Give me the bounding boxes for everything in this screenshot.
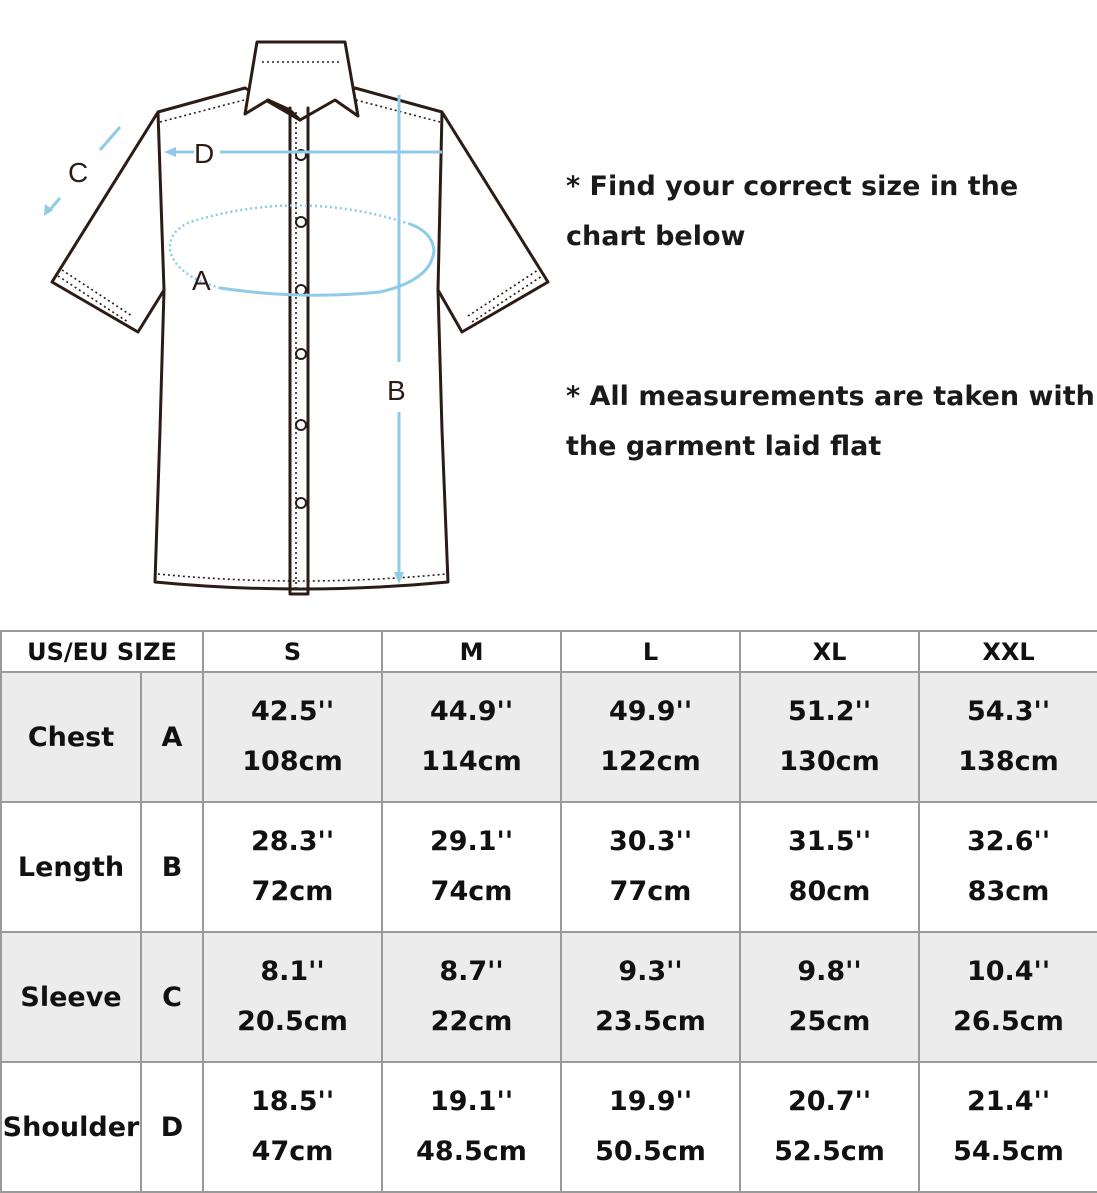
table-cell (561, 932, 740, 1062)
size-header-xxl: XXL (919, 631, 1097, 672)
table-cell (203, 802, 382, 932)
shirt-diagram (0, 0, 560, 610)
cell-inches: 32.6'' (966, 826, 1051, 857)
cell-inches: 51.2'' (787, 696, 872, 727)
table-cell (203, 932, 382, 1062)
table-cell (740, 802, 919, 932)
table-cell (740, 1062, 919, 1192)
cell-inches: 9.8'' (797, 956, 862, 987)
row-measurement-letter: B (141, 802, 203, 932)
cell-inches: 19.9'' (608, 1086, 693, 1117)
cell-cm: 77cm (609, 876, 692, 907)
cell-inches: 18.5'' (250, 1086, 335, 1117)
cell-inches: 9.3'' (618, 956, 683, 987)
size-header-xl: XL (740, 631, 919, 672)
cell-cm: 52.5cm (774, 1136, 885, 1167)
table-cell (203, 1062, 382, 1192)
cell-cm: 114cm (421, 746, 522, 777)
cell-inches: 10.4'' (966, 956, 1051, 987)
cell-inches: 42.5'' (250, 696, 335, 727)
row-measurement-letter: A (141, 672, 203, 802)
table-cell (382, 1062, 561, 1192)
label-d: D (194, 138, 215, 169)
button-dot (296, 498, 306, 508)
cell-cm: 50.5cm (595, 1136, 706, 1167)
table-header-row (1, 631, 1097, 672)
cell-cm: 108cm (242, 746, 343, 777)
note-laid-flat: * All measurements are taken with the garment laid flat (566, 381, 1095, 462)
table-cell (919, 672, 1097, 802)
button-dot (296, 420, 306, 430)
table-cell (561, 802, 740, 932)
cell-cm: 74cm (430, 876, 513, 907)
cell-cm: 20.5cm (237, 1006, 348, 1037)
cell-inches: 8.7'' (439, 956, 504, 987)
button-dot (296, 217, 306, 227)
shirt-outline (52, 42, 548, 594)
table-row (1, 672, 1097, 802)
row-measurement-letter: D (141, 1062, 203, 1192)
cell-inches: 20.7'' (787, 1086, 872, 1117)
table-row (1, 1062, 1097, 1192)
cell-inches: 19.1'' (429, 1086, 514, 1117)
cell-inches: 49.9'' (608, 696, 693, 727)
row-measurement-name: Sleeve (1, 932, 141, 1062)
table-cell (382, 672, 561, 802)
size-chart-table (0, 630, 1097, 1193)
table-row (1, 932, 1097, 1062)
cell-cm: 25cm (788, 1006, 871, 1037)
label-a: A (192, 265, 211, 296)
cell-inches: 28.3'' (250, 826, 335, 857)
label-c: C (68, 157, 89, 188)
size-header-label: US/EU SIZE (1, 631, 203, 672)
cell-inches: 30.3'' (608, 826, 693, 857)
table-cell (740, 672, 919, 802)
row-measurement-name: Chest (1, 672, 141, 802)
note-find-size: * Find your correct size in the chart below (566, 171, 1019, 252)
cell-cm: 26.5cm (953, 1006, 1064, 1037)
cell-inches: 21.4'' (966, 1086, 1051, 1117)
cell-inches: 44.9'' (429, 696, 514, 727)
table-body (1, 672, 1097, 1192)
cell-cm: 83cm (967, 876, 1050, 907)
cell-cm: 80cm (788, 876, 871, 907)
cell-cm: 122cm (600, 746, 701, 777)
cell-cm: 130cm (779, 746, 880, 777)
table-cell (382, 802, 561, 932)
sleeve-measure-line (100, 127, 120, 150)
cell-cm: 22cm (430, 1006, 513, 1037)
cell-inches: 31.5'' (787, 826, 872, 857)
label-b: B (387, 375, 406, 406)
row-measurement-name: Length (1, 802, 141, 932)
table-row (1, 802, 1097, 932)
cell-cm: 72cm (251, 876, 334, 907)
cell-cm: 23.5cm (595, 1006, 706, 1037)
table-cell (919, 1062, 1097, 1192)
size-header-m: M (382, 631, 561, 672)
table-cell (561, 1062, 740, 1192)
cell-inches: 29.1'' (429, 826, 514, 857)
size-header-s: S (203, 631, 382, 672)
table-cell (919, 802, 1097, 932)
cell-inches: 54.3'' (966, 696, 1051, 727)
table-cell (919, 932, 1097, 1062)
size-header-l: L (561, 631, 740, 672)
table-cell (382, 932, 561, 1062)
table-cell (740, 932, 919, 1062)
cell-cm: 138cm (958, 746, 1059, 777)
row-measurement-letter: C (141, 932, 203, 1062)
button-dot (296, 349, 306, 359)
cell-cm: 54.5cm (953, 1136, 1064, 1167)
table-cell (203, 672, 382, 802)
cell-inches: 8.1'' (260, 956, 325, 987)
table-cell (561, 672, 740, 802)
row-measurement-name: Shoulder (1, 1062, 141, 1192)
cell-cm: 47cm (251, 1136, 334, 1167)
cell-cm: 48.5cm (416, 1136, 527, 1167)
